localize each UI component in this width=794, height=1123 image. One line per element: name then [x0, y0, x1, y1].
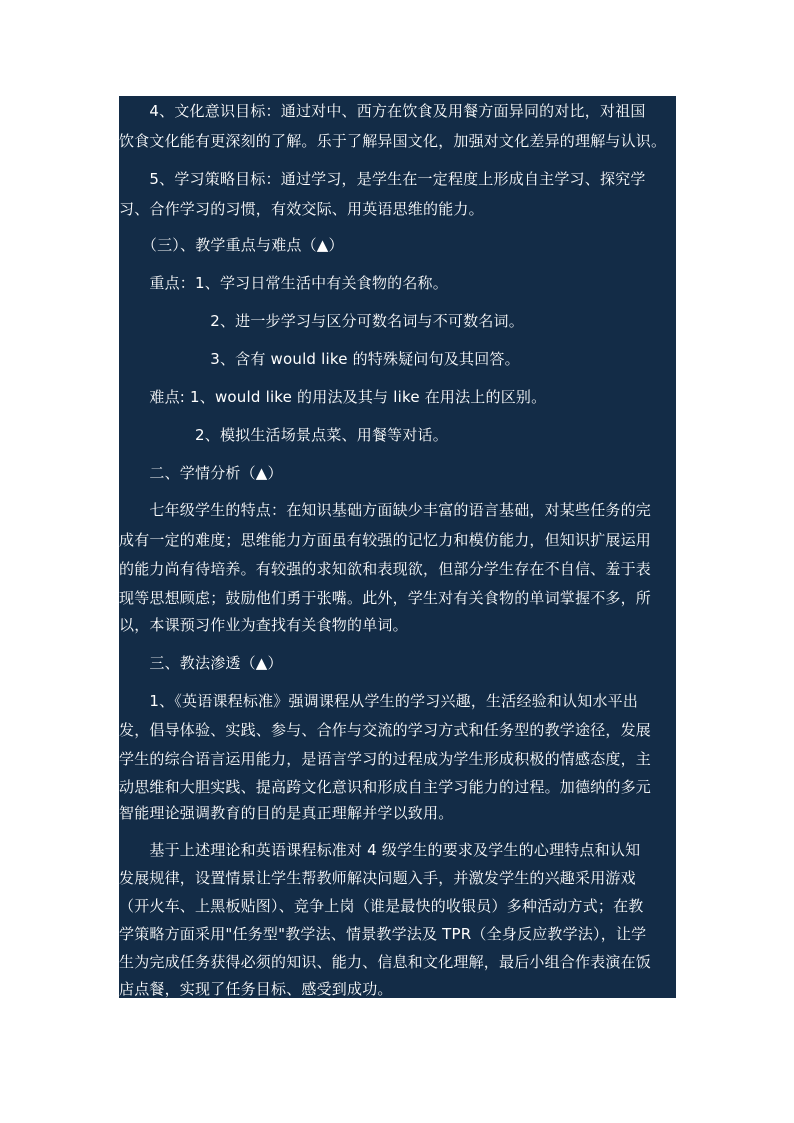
text-line: 店点餐，实现了任务目标、感受到成功。	[119, 980, 393, 998]
text-line: 的能力尚有待培养。有较强的求知欲和表现欲，但部分学生存在不自信、羞于表	[119, 560, 652, 578]
text-line: 2、进一步学习与区分可数名词与不可数名词。	[119, 312, 524, 330]
text-line: 饮食文化能有更深刻的了解。乐于了解异国文化，加强对文化差异的理解与认识。	[119, 132, 667, 150]
text-line: 发展规律，设置情景让学生帮教师解决问题入手，并激发学生的兴趣采用游戏	[119, 869, 636, 887]
text-line: 生为完成任务获得必须的知识、能力、信息和文化理解，最后小组合作表演在饭	[119, 953, 652, 971]
text-line: 现等思想顾虑；鼓励他们勇于张嘴。此外，学生对有关食物的单词掌握不多，所	[119, 589, 652, 607]
text-line: 5、学习策略目标：通过学习，是学生在一定程度上形成自主学习、探究学	[119, 170, 646, 188]
text-line: 3、含有 would like 的特殊疑问句及其回答。	[119, 350, 520, 368]
text-line: 智能理论强调教育的目的是真正理解并学以致用。	[119, 804, 454, 822]
section-heading: （三）、教学重点与难点（▲）	[119, 236, 344, 254]
text-line: 2、模拟生活场景点菜、用餐等对话。	[119, 426, 448, 444]
section-heading: 三、教法渗透（▲）	[119, 654, 283, 672]
text-line: （开火车、上黑板贴图）、竞争上岗（谁是最快的收银员）多种活动方式；在教	[119, 897, 644, 915]
text-line: 动思维和大胆实践、提高跨文化意识和形成自主学习能力的过程。加德纳的多元	[119, 778, 652, 796]
section-heading: 二、学情分析（▲）	[119, 464, 283, 482]
text-line: 学生的综合语言运用能力，是语言学习的过程成为学生形成积极的情感态度，主	[119, 750, 652, 768]
text-line: 基于上述理论和英语课程标准对 4 级学生的要求及学生的心理特点和认知	[119, 841, 641, 859]
text-line: 学策略方面采用"任务型"教学法、情景教学法及 TPR（全身反应教学法），让学	[119, 925, 647, 943]
text-line: 重点：1、学习日常生活中有关食物的名称。	[119, 274, 448, 292]
document-text-block	[119, 96, 676, 998]
text-line: 发，倡导体验、实践、参与、合作与交流的学习方式和任务型的教学途径，发展	[119, 721, 652, 739]
text-line: 成有一定的难度；思维能力方面虽有较强的记忆力和模仿能力，但知识扩展运用	[119, 531, 652, 549]
text-line: 七年级学生的特点：在知识基础方面缺少丰富的语言基础，对某些任务的完	[119, 501, 652, 519]
text-line: 以，本课预习作业为查找有关食物的单词。	[119, 616, 408, 634]
text-line: 4、文化意识目标：通过对中、西方在饮食及用餐方面异同的对比，对祖国	[119, 102, 646, 120]
text-line: 难点: 1、would like 的用法及其与 like 在用法上的区别。	[119, 388, 547, 406]
text-line: 习、合作学习的习惯，有效交际、用英语思维的能力。	[119, 200, 484, 218]
text-line: 1、《英语课程标准》强调课程从学生的学习兴趣，生活经验和认知水平出	[119, 692, 639, 710]
